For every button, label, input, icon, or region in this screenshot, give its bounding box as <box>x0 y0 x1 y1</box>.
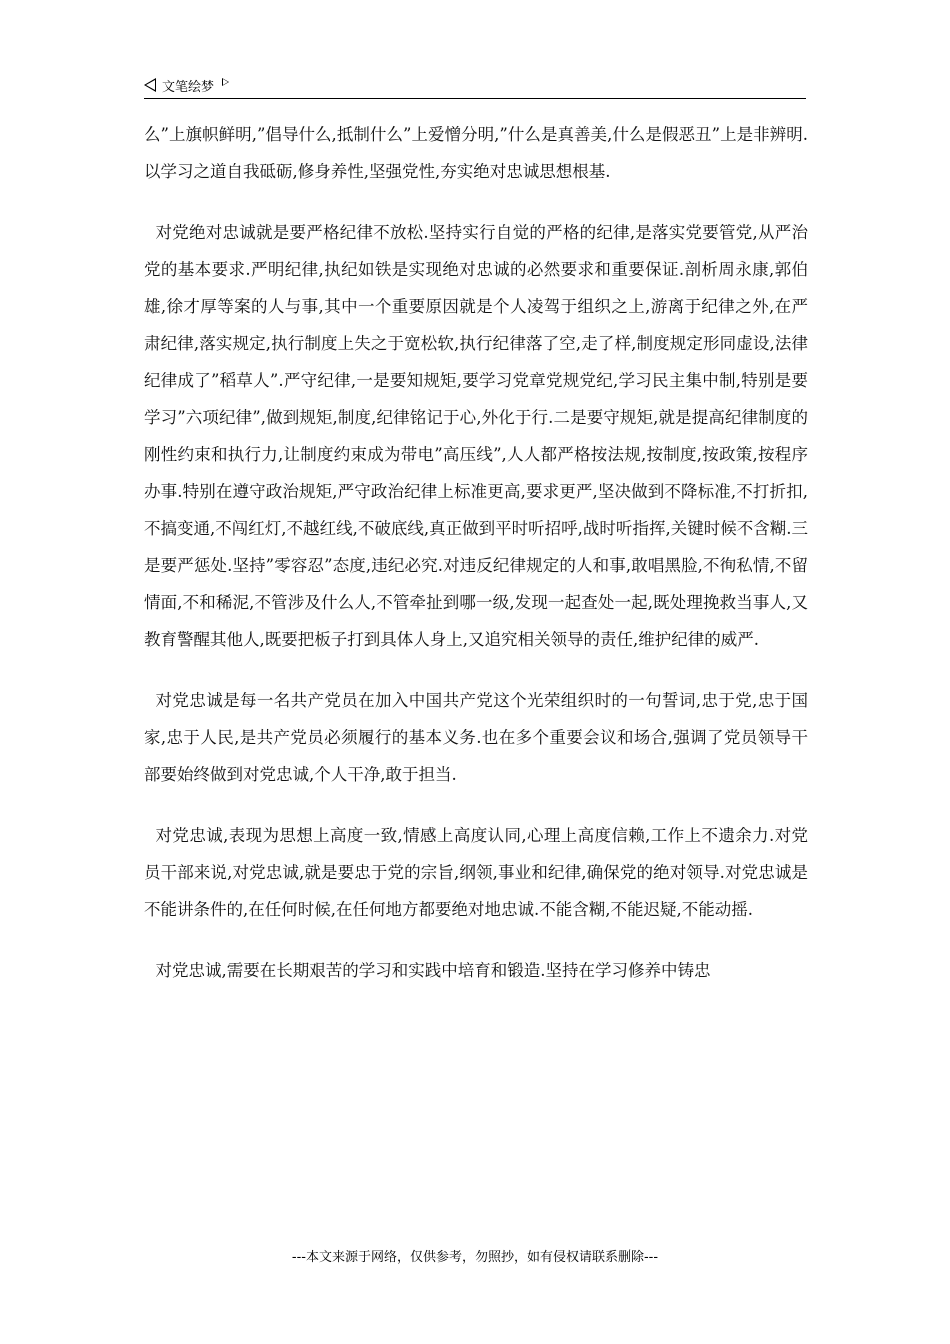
paragraph: 么”上旗帜鲜明,”倡导什么,抵制什么”上爱憎分明,”什么是真善美,什么是假恶丑”上是非辨明.以学习之道自我砥砺,修身养性,坚强党性,夯实绝对忠诚思想根基. <box>144 125 808 181</box>
header-title: 文笔绘梦 <box>162 79 215 95</box>
page-footer: ---本文来源于网络，仅供参考，勿照抄，如有侵权请联系删除--- <box>291 1250 659 1265</box>
page-header <box>144 72 806 98</box>
triangle-left-icon <box>144 78 156 92</box>
paragraph: 对党绝对忠诚就是要严格纪律不放松.坚持实行自觉的严格的纪律,是落实党要管党,从严治党的基本要求.严明纪律,执纪如铁是实现绝对忠诚的必然要求和重要保证.剖析周永康,郭伯雄,徐才厚等案的人与事,其中一个重要原因就是个人凌驾于组织之上,游离于纪律之外,在严肃纪律,落实规定,执行制度上失之于宽松软,执行纪律落了空,走了样,制度规定形同虚设,法律纪律成了”稻草人”.严守纪律,一是要知规矩,要学习党章党规党纪,学习民主集中制,特别是要学习”六项纪律”,做到规矩,制度,纪律铭记于心,外化于行.二是要守规矩,就是提高纪律制度的刚性约束和执行力,让制度约束成为带电”高压线”,人人都严格按法规,按制度,按政策,按程序办事.特别在遵守政治规矩,严守政治纪律上标准更高,要求更严,坚决做到不降标准,不打折扣,不搞变通,不闯红灯,不越红线,不破底线,真正做到平时听招呼,战时听指挥,关键时候不含糊.三是要严惩处.坚持”零容忍”态度,违纪必究.对违反纪律规定的人和事,敢唱黑脸,不徇私情,不留情面,不和稀泥,不管涉及什么人,不管牵扯到哪一级,发现一起查处一起,既处理挽救当事人,又教育警醒其他人,既要把板子打到具体人身上,又追究相关领导的责任,维护纪律的威严. <box>144 223 808 649</box>
header-divider <box>144 98 806 99</box>
triangle-right-icon <box>222 78 229 86</box>
paragraph: 对党忠诚,表现为思想上高度一致,情感上高度认同,心理上高度信赖,工作上不遗余力.对党员干部来说,对党忠诚,就是要忠于党的宗旨,纲领,事业和纪律,确保党的绝对领导.对党忠诚是不能讲条件的,在任何时候,在任何地方都要绝对地忠诚.不能含糊,不能迟疑,不能动摇. <box>144 826 808 919</box>
paragraph: 对党忠诚,需要在长期艰苦的学习和实践中培育和锻造.坚持在学习修养中铸忠 <box>155 961 711 980</box>
paragraph: 对党忠诚是每一名共产党员在加入中国共产党这个光荣组织时的一句誓词,忠于党,忠于国家,忠于人民,是共产党员必须履行的基本义务.也在多个重要会议和场合,强调了党员领导干部要始终做到对党忠诚,个人干净,敢于担当. <box>144 691 808 784</box>
document-body <box>144 116 808 1013</box>
